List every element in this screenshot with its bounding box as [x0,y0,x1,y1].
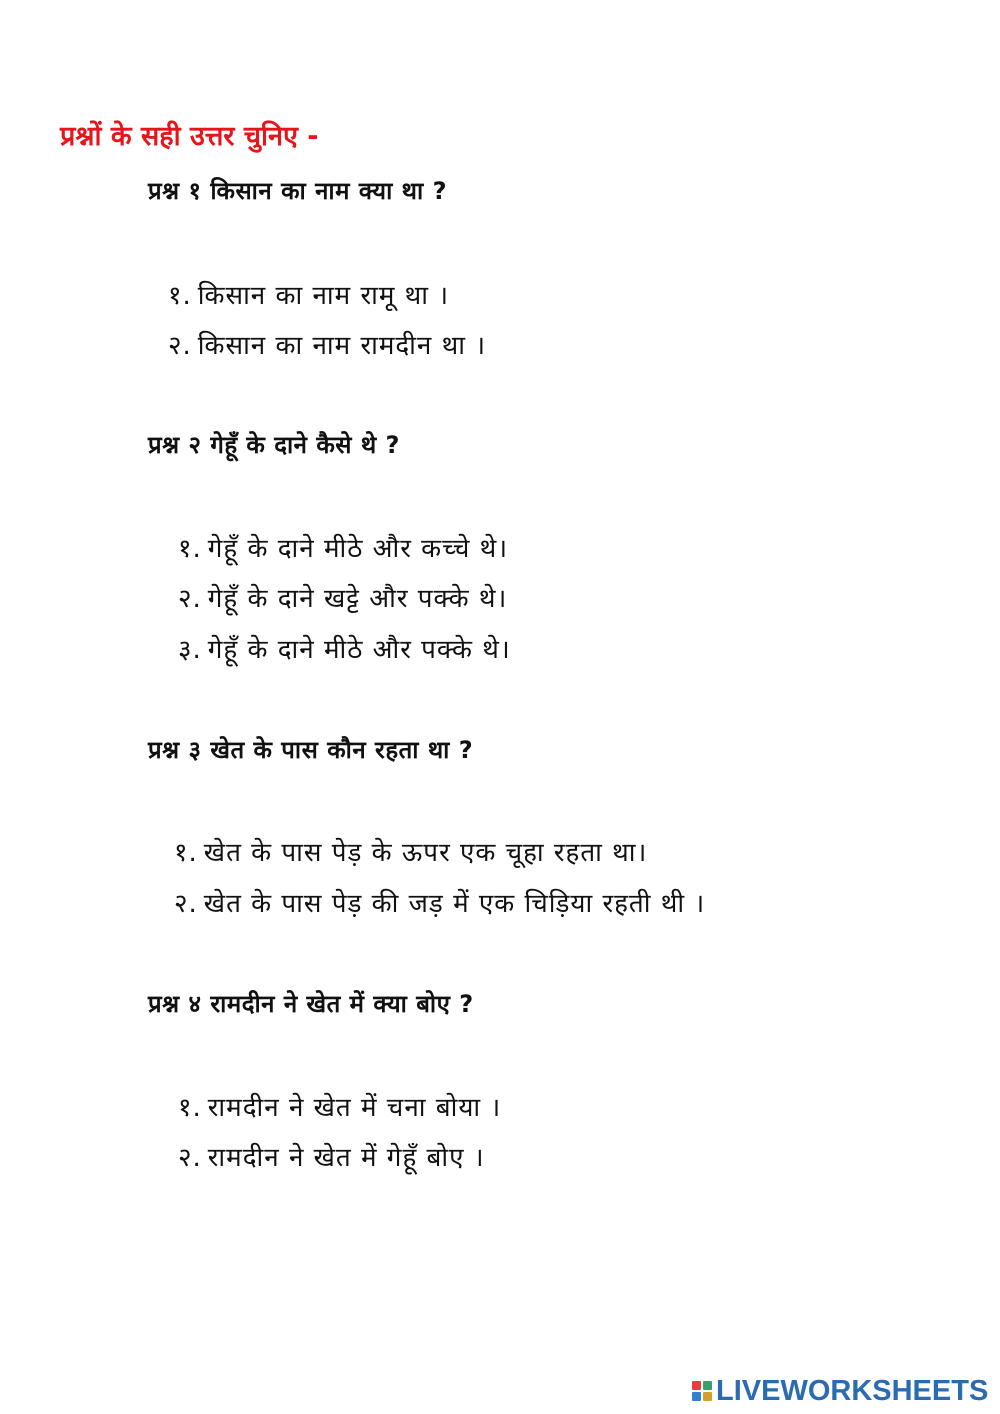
question-1-option-2[interactable] [168,326,486,362]
option-number: ३. [178,635,202,665]
option-number: २. [178,1143,202,1173]
option-number: २. [168,331,192,361]
question-2-option-3[interactable] [178,630,511,666]
option-text: किसान का नाम रामदीन था । [197,331,487,361]
liveworksheets-logo [692,1374,988,1408]
logo-square [692,1381,701,1390]
option-text: रामदीन ने खेत में चना बोया । [207,1093,502,1123]
option-number: १. [178,534,202,564]
logo-square [703,1392,712,1401]
option-text: किसान का नाम रामू था । [197,281,450,311]
option-text: खेत के पास पेड़ के ऊपर एक चूहा रहता था। [203,838,648,868]
option-number: २. [178,584,202,614]
question-1: प्रश्न १ किसान का नाम क्या था ? [148,177,447,205]
option-number: १. [178,1093,202,1123]
option-number: १. [168,281,192,311]
option-number: १. [174,838,198,868]
option-text: गेहूँ के दाने खट्टे और पक्के थे। [207,584,508,614]
option-text: रामदीन ने खेत में गेहूँ बोए । [207,1143,485,1173]
option-number: २. [174,889,198,919]
question-4-option-1[interactable] [178,1088,501,1124]
worksheet-title: प्रश्नों के सही उत्तर चुनिए - [60,121,319,152]
logo-text: LIVEWORKSHEETS [716,1374,989,1407]
question-2: प्रश्न २ गेहूँ के दाने कैसे थे ? [148,431,400,459]
question-4-option-2[interactable] [178,1138,485,1174]
logo-square [692,1392,701,1401]
question-1-option-1[interactable] [168,276,449,312]
logo-mark-icon [692,1381,712,1401]
question-4: प्रश्न ४ रामदीन ने खेत में क्या बोए ? [148,990,474,1018]
option-text: गेहूँ के दाने मीठे और पक्के थे। [207,635,511,665]
question-3-option-1[interactable] [174,833,647,869]
question-3-option-2[interactable] [174,884,705,920]
question-3: प्रश्न ३ खेत के पास कौन रहता था ? [148,736,474,764]
option-text: गेहूँ के दाने मीठे और कच्चे थे। [207,534,509,564]
question-2-option-2[interactable] [178,579,507,615]
logo-square [703,1381,712,1390]
option-text: खेत के पास पेड़ की जड़ में एक चिड़िया रहती थी । [203,889,706,919]
question-2-option-1[interactable] [178,529,508,565]
